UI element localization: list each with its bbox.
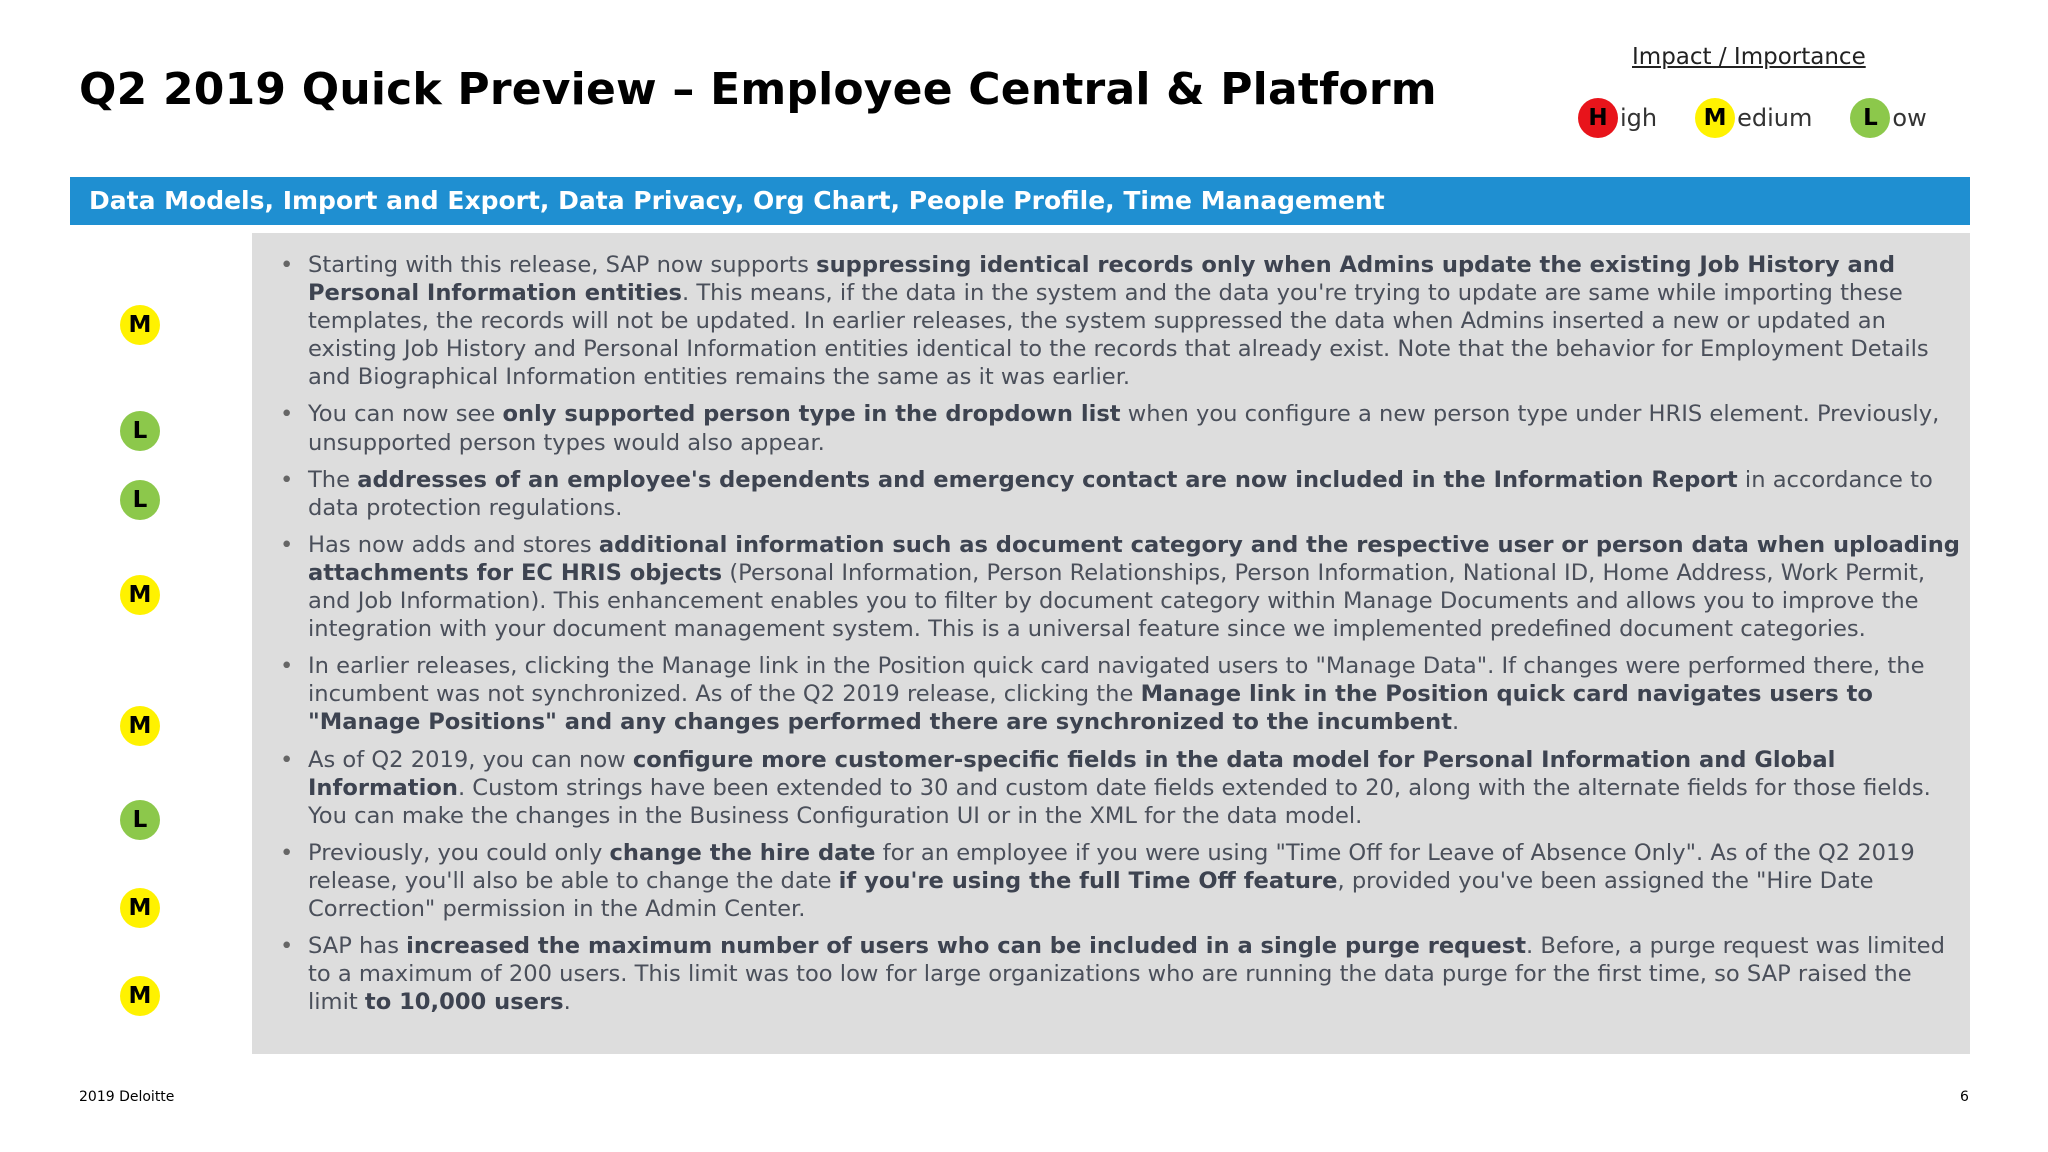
page-title: Q2 2019 Quick Preview – Employee Central & Platform — [79, 64, 1437, 115]
list-item: • The addresses of an employee's dependents and emergency contact are now included in the Information Report in accordance to data protection regulations. — [280, 466, 1960, 522]
page-number: 6 — [1960, 1089, 1969, 1105]
legend-high — [1578, 98, 1657, 138]
list-item: • As of Q2 2019, you can now configure more customer-specific fields in the data model for Personal Information and Global Information. Custom strings have been extended to 30 and custom date fields extended to 20, along with the alternate fields for those fields. You can make the changes in the Business Configuration UI or in the XML for the data model. — [280, 746, 1960, 830]
high-badge-icon: H — [1578, 98, 1618, 138]
legend-low-label: ow — [1892, 104, 1927, 132]
list-item: • SAP has increased the maximum number of users who can be included in a single purge request. Before, a purge request was limited to a maximum of 200 users. This limit was too low for large organizations who are running the data purge for the first time, so SAP raised the limit to 10,000 users. — [280, 932, 1960, 1016]
list-item: • Starting with this release, SAP now supports suppressing identical records only when Admins update the existing Job History and Personal Information entities. This means, if the data in the system and the data you're trying to update are same while importing these templates, the records will not be updated. In earlier releases, the system suppressed the data when Admins inserted a new or updated an existing Job History and Personal Information entities identical to the records that already exist. Note that the behavior for Employment Details and Biographical Information entities remains the same as it was earlier. — [280, 251, 1960, 391]
legend-medium — [1695, 98, 1812, 138]
rating-badge-icon: M — [120, 976, 160, 1016]
rating-badge-icon: M — [120, 706, 160, 746]
list-item: • In earlier releases, clicking the Manage link in the Position quick card navigated users to "Manage Data". If changes were performed there, the incumbent was not synchronized. As of the Q2 2019 release, clicking the Manage link in the Position quick card navigates users to "Manage Positions" and any changes performed there are synchronized to the incumbent. — [280, 652, 1960, 736]
rating-badge-icon: L — [120, 411, 160, 451]
rating-badge-icon: M — [120, 575, 160, 615]
rating-badge-icon: L — [120, 800, 160, 840]
low-badge-icon: L — [1850, 98, 1890, 138]
rating-badge-icon: M — [120, 305, 160, 345]
rating-badge-icon: M — [120, 888, 160, 928]
list-item: • Has now adds and stores additional information such as document category and the respective user or person data when uploading attachments for EC HRIS objects (Personal Information, Person Relationships, Person Information, National ID, Home Address, Work Permit, and Job Information). This enhancement enables you to filter by document category within Manage Documents and allows you to improve the integration with your document management system. This is a universal feature since we implemented predefined document categories. — [280, 531, 1960, 643]
importance-legend — [1578, 98, 1965, 138]
legend-high-label: igh — [1620, 104, 1658, 132]
legend-medium-label: edium — [1737, 104, 1813, 132]
list-item: • You can now see only supported person type in the dropdown list when you configure a new person type under HRIS element. Previously, unsupported person types would also appear. — [280, 400, 1960, 456]
content-panel — [252, 233, 1970, 1054]
list-item: • Previously, you could only change the hire date for an employee if you were using "Time Off for Leave of Absence Only". As of the Q2 2019 release, you'll also be able to change the date if you're using the full Time Off feature, provided you've been assigned the "Hire Date Correction" permission in the Admin Center. — [280, 839, 1960, 923]
bullet-list — [280, 251, 1960, 1025]
legend-low — [1850, 98, 1926, 138]
medium-badge-icon: M — [1695, 98, 1735, 138]
rating-badge-icon: L — [120, 480, 160, 520]
section-banner: Data Models, Import and Export, Data Privacy, Org Chart, People Profile, Time Management — [70, 177, 1970, 225]
footer-copyright: 2019 Deloitte — [79, 1089, 175, 1105]
legend-title: Impact / Importance — [1632, 44, 1866, 70]
